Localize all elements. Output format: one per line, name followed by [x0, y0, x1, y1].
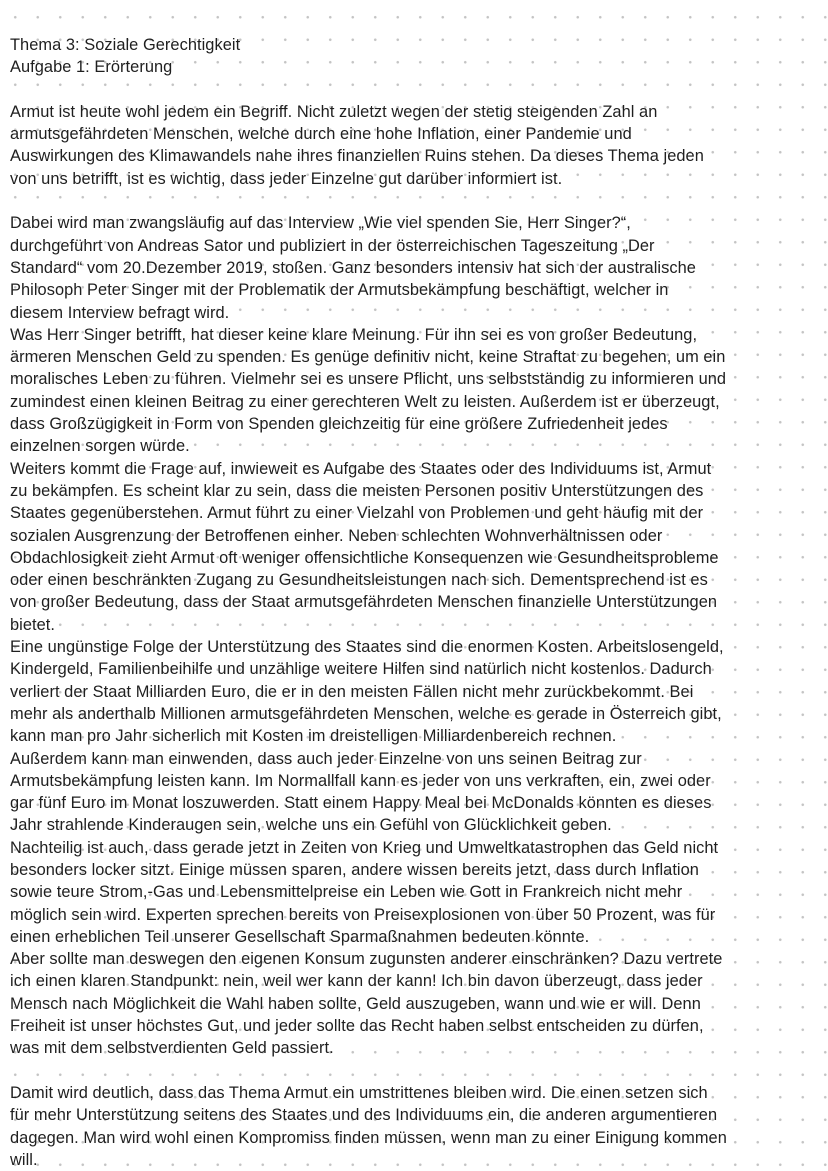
- paragraph-singer-opinion: Was Herr Singer betrifft, hat dieser keine klare Meinung. Für ihn sei es von großer Bedeutung, ärmeren Menschen Geld zu spenden. Es genüge definitiv nicht, keine Straftat zu begehen, um ein moralisches Leben zu führen. Vielmehr sei es unsere Pflicht, uns selbstständig zu informieren und zumindest einen kleinen Beitrag zu einer gerechteren Welt zu leisten. Außerdem ist er überzeugt, dass Großzügigkeit in Form von Spenden gleichzeitig für eine größere Zufriedenheit jedes einzelnen sorgen würde.: [10, 325, 727, 456]
- paragraph-state-or-individual: Weiters kommt die Frage auf, inwieweit es Aufgabe des Staates oder des Individuums ist, Armut zu bekämpfen. Es scheint klar zu sein, dass die meisten Personen positiv Unterstützungen des Staates gegenüberstehen. Armut führt zu einer Vielzahl von Problemen und geht häufig mit der sozialen Ausgrenzung der Betroffenen einher. Neben schlechten Wohnverhältnissen oder Obdachlosigkeit zieht Armut oft weniger offensichtliche Konsequenzen wie Gesundheitsprobleme oder einen beschränkten Zugang zu Gesundheitsleistungen nach sich. Dementsprechend ist es von großer Bedeutung, dass der Staat armutsgefährdeten Menschen finanzielle Unterstützungen bietet.: [10, 459, 719, 634]
- paragraph-individual-contribution: Außerdem kann man einwenden, dass auch jeder Einzelne von uns seinen Beitrag zur Armutsbekämpfung leisten kann. Im Normallfall kann es jeder von uns verkraften, ein, zwei oder gar fünf Euro im Monat loszuwerden. Statt einem Happy Meal bei McDonalds könnten es dieses Jahr strahlende Kinderaugen sein, welche uns ein Gefühl von Glücklichkeit geben.: [10, 749, 712, 835]
- essay-page: [10, 34, 810, 1171]
- paragraph-introduction: Armut ist heute wohl jedem ein Begriff. Nicht zuletzt wegen der stetig steigenden Zahl an armutsgefährdeten Menschen, welche durch eine hohe Inflation, einer Pandemie und Auswirkungen des Klimawandels nahe ihres finanziellen Ruins stehen. Da dieses Thema jeden von uns betrifft, ist es wichtig, dass jeder Einzelne gut darüber informiert ist.: [10, 102, 704, 188]
- blank-line: [10, 1060, 810, 1082]
- paragraph-conclusion: Damit wird deutlich, dass das Thema Armut ein umstrittenes bleiben wird. Die einen setzen sich für mehr Unterstützung seitens des Staates und des Individuums ein, die anderen argumentieren dagegen. Man wird wohl einen Kompromiss finden müssen, wenn man zu einer Einigung kommen will.: [10, 1083, 727, 1169]
- topic-heading: Thema 3: Soziale Gerechtigkeit: [10, 36, 241, 54]
- task-heading: Aufgabe 1: Erörterung: [10, 58, 173, 77]
- paragraph-interview: Dabei wird man zwangsläufig auf das Interview „Wie viel spenden Sie, Herr Singer?“, durchgeführt von Andreas Sator und publiziert in der österreichischen Tageszeitung „Der Standard“ vom 20.Dezember 2019, stoßen. Ganz besonders intensiv hat sich der australische Philosoph Peter Singer mit der Problematik der Armutsbekämpfung beschäftigt, welcher in diesem Interview befragt wird.: [10, 214, 696, 322]
- paragraph-own-position: Aber sollte man deswegen den eigenen Konsum zugunsten anderer einschränken? Dazu vertrete ich einen klaren Standpunkt: nein, weil wer kann der kann! Ich bin davon überzeugt, dass jeder Mensch nach Möglichkeit die Wahl haben sollte, Geld auszugeben, wann und wie er will. Denn Freiheit ist unser höchstes Gut, und jeder sollte das Recht haben selbst entscheiden zu dürfen, was mit dem selbstverdienten Geld passiert.: [10, 950, 723, 1058]
- blank-line: [10, 190, 810, 212]
- paragraph-crisis: Nachteilig ist auch, dass gerade jetzt in Zeiten von Krieg und Umweltkatastrophen das Geld nicht besonders locker sitzt. Einige müssen sparen, andere wissen bereits jetzt, dass durch Inflation sowie teure Strom,-Gas und Lebensmittelpreise ein Leben wie Gott in Frankreich nicht mehr möglich sein wird. Experten sprechen bereits von Preisexplosionen von über 50 Prozent, was für einen erheblichen Teil unserer Gesellschaft Sparmaßnahmen bedeuten könnte.: [10, 838, 719, 946]
- blank-line: [10, 79, 810, 101]
- paragraph-costs: Eine ungünstige Folge der Unterstützung des Staates sind die enormen Kosten. Arbeitslosengeld, Kindergeld, Familienbeihilfe und unzählige weitere Hilfen sind natürlich nicht kostenlos. Dadurch verliert der Staat Milliarden Euro, die er in den meisten Fällen nicht mehr zurückbekommt. Bei mehr als anderthalb Millionen armutsgefährdeten Menschen, welche es gerade in Österreich gibt, kann man pro Jahr sicherlich mit Kosten im dreistelligen Milliardenbereich rechnen.: [10, 638, 724, 746]
